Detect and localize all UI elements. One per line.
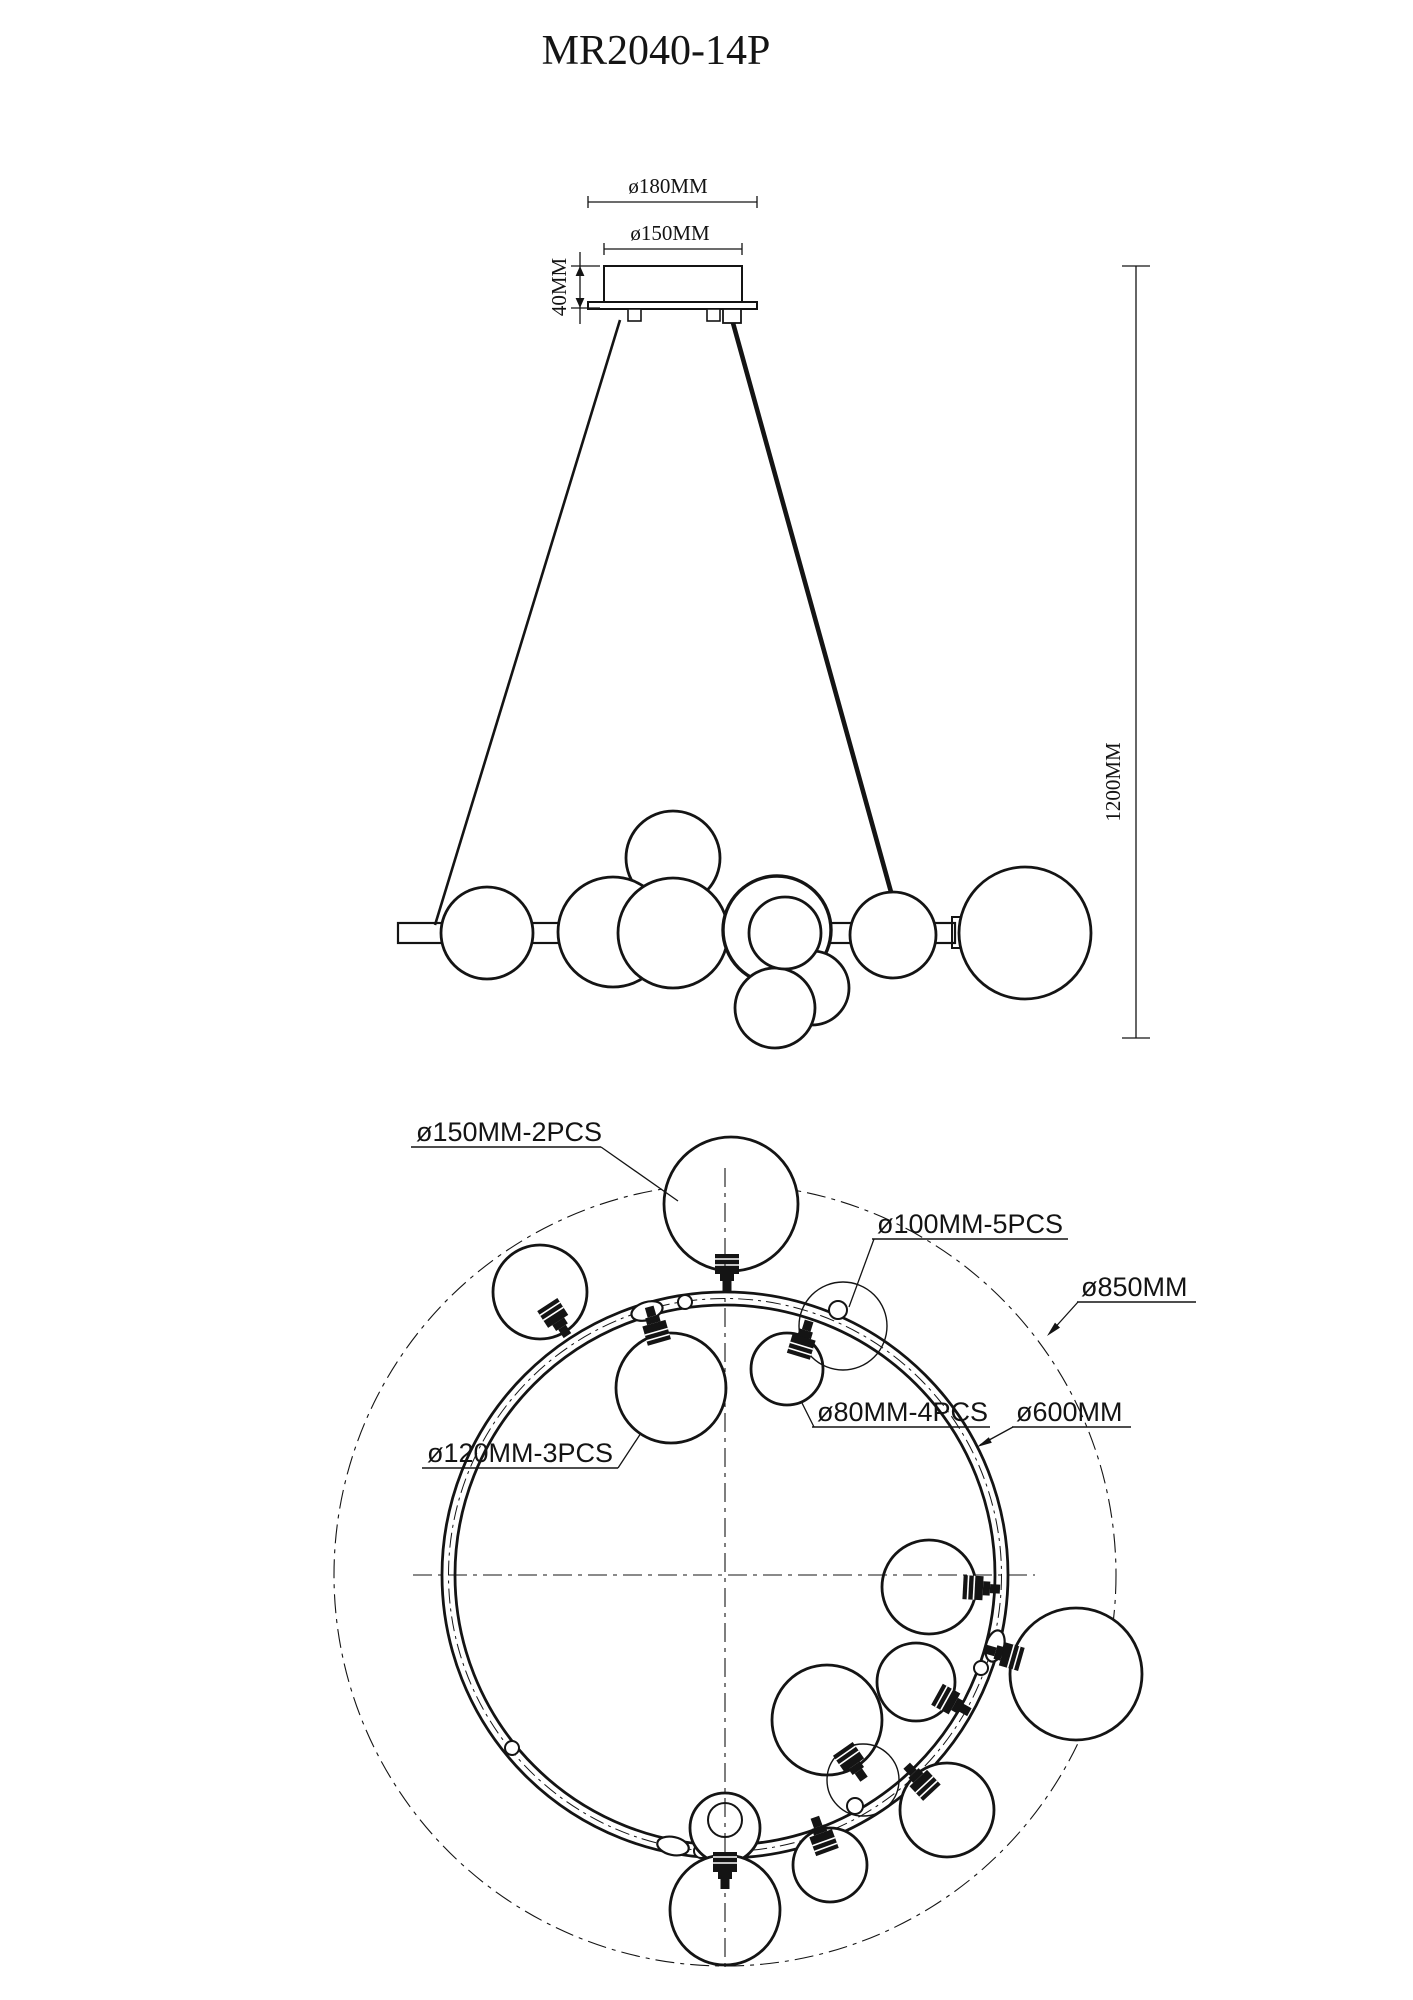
dim-drop-height-label: 1200MM [1101, 742, 1125, 822]
dim-drop-height [1101, 266, 1150, 1038]
dim-canopy-outer [588, 174, 757, 208]
label-sphere-120-text: ø120MM-3PCS [427, 1438, 614, 1468]
label-ring-diameter [977, 1397, 1131, 1447]
plan-sphere-150-right [1010, 1608, 1142, 1740]
dim-canopy-height [547, 252, 600, 324]
sphere-far-right [959, 867, 1091, 999]
label-sphere-100 [849, 1209, 1068, 1307]
label-sphere-100-text: ø100MM-5PCS [877, 1209, 1064, 1239]
sphere-inner-100 [749, 897, 821, 969]
dim-canopy-outer-label: ø180MM [628, 174, 708, 198]
plan-sphere-150-top [664, 1137, 798, 1271]
sphere-large-front [618, 878, 728, 988]
dim-canopy-inner [604, 221, 742, 255]
plan-sphere-120-inner-left [616, 1333, 726, 1443]
plan-sphere-120-lower [772, 1665, 882, 1775]
dim-canopy-height-label: 40MM [547, 257, 571, 317]
label-sphere-80 [802, 1397, 990, 1427]
label-sphere-150 [411, 1117, 678, 1201]
label-overall-diameter-text: ø850MM [1081, 1272, 1188, 1302]
plan-view [334, 1117, 1196, 1972]
label-ring-diameter-text: ø600MM [1016, 1397, 1123, 1427]
dim-canopy-inner-label: ø150MM [630, 221, 710, 245]
ceiling-canopy [588, 266, 757, 323]
suspension-cable-left [435, 320, 620, 925]
sphere-small-left [441, 887, 533, 979]
label-overall-diameter [1047, 1272, 1196, 1336]
sphere-low-left [735, 968, 815, 1048]
sphere-mid-right [850, 892, 936, 978]
label-sphere-120 [422, 1433, 641, 1468]
page-title: MR2040-14P [541, 28, 771, 74]
bar-assembly [398, 811, 1091, 1048]
plan-sphere-100-upper-left [493, 1245, 587, 1339]
label-sphere-150-text: ø150MM-2PCS [416, 1117, 603, 1147]
plan-sphere-100-right [882, 1540, 976, 1634]
side-elevation-view [398, 174, 1150, 1048]
label-sphere-80-text: ø80MM-4PCS [817, 1397, 989, 1427]
